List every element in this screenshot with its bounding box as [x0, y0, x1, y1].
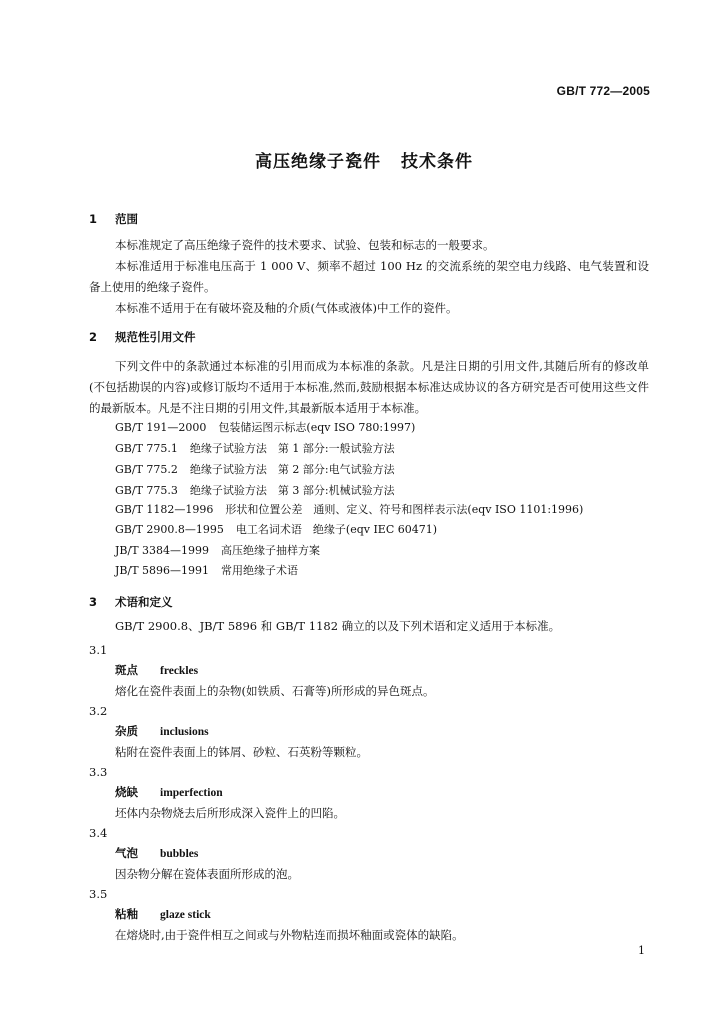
reference-code: JB/T 5896—1991	[115, 564, 210, 577]
page-number: 1	[638, 944, 645, 957]
section-2-heading	[89, 329, 196, 345]
section-1-para-1: 本标准规定了高压绝缘子瓷件的技术要求、试验、包装和标志的一般要求。	[115, 238, 495, 252]
reference-item	[115, 482, 395, 498]
term-number: 3.4	[89, 826, 108, 840]
term-zh: 气泡	[115, 846, 138, 860]
reference-item	[115, 440, 395, 456]
term-zh: 斑点	[115, 663, 138, 677]
reference-title: 绝缘子试验方法 第 1 部分:一般试验方法	[189, 442, 395, 455]
reference-code: JB/T 3384—1999	[115, 544, 210, 557]
term-en: freckles	[160, 665, 199, 677]
reference-code: GB/T 775.2	[115, 463, 178, 476]
title-sub: 技术条件	[401, 152, 473, 172]
section-1-para-3: 本标准不适用于在有破坏瓷及釉的介质(气体或液体)中工作的瓷件。	[115, 301, 458, 315]
reference-item	[115, 521, 437, 537]
reference-item	[115, 501, 583, 517]
page-title	[0, 147, 728, 172]
term-definition: 在熔烧时,由于瓷件相互之间或与外物粘连而损坏釉面或瓷体的缺陷。	[115, 928, 464, 942]
reference-item	[115, 562, 298, 578]
term-definition: 坯体内杂物烧去后所形成深入瓷件上的凹陷。	[115, 806, 345, 820]
reference-item	[115, 461, 395, 477]
section-number: 3	[89, 595, 98, 609]
section-title: 术语和定义	[115, 595, 173, 609]
term-number: 3.5	[89, 887, 108, 901]
section-title: 范围	[115, 212, 138, 226]
reference-title: 绝缘子试验方法 第 3 部分:机械试验方法	[189, 484, 395, 497]
reference-title: 常用绝缘子术语	[221, 564, 299, 577]
term-en: inclusions	[160, 726, 209, 738]
term-en: bubbles	[160, 848, 199, 860]
section-2-intro: 下列文件中的条款通过本标准的引用而成为本标准的条款。凡是注日期的引用文件,其随后所有的修改单(不包括勘误的内容)或修订版均不适用于本标准,然而,鼓励根据本标准达成协议的各方研究是否可使用这些文件的最新版本。凡是不注日期的引用文件,其最新版本适用于本标准。	[89, 359, 649, 415]
title-main: 高压绝缘子瓷件	[255, 152, 381, 172]
term-number: 3.1	[89, 643, 108, 657]
term-heading	[115, 845, 198, 861]
section-1-heading	[89, 211, 138, 227]
term-zh: 烧缺	[115, 785, 138, 799]
reference-title: 电工名词术语 绝缘子(eqv IEC 60471)	[235, 523, 438, 536]
reference-title: 形状和位置公差 通则、定义、符号和图样表示法(eqv ISO 1101:1996)	[225, 503, 584, 516]
reference-code: GB/T 775.3	[115, 484, 178, 497]
section-3-intro: GB/T 2900.8、JB/T 5896 和 GB/T 1182 确立的以及下列术语和定义适用于本标准。	[115, 619, 561, 633]
reference-title: 高压绝缘子抽样方案	[221, 544, 321, 557]
reference-item	[115, 419, 415, 435]
reference-title: 绝缘子试验方法 第 2 部分:电气试验方法	[189, 463, 395, 476]
reference-code: GB/T 1182—1996	[115, 503, 214, 516]
reference-code: GB/T 775.1	[115, 442, 178, 455]
standard-code: GB/T 772—2005	[556, 84, 650, 98]
section-3-heading	[89, 594, 173, 610]
term-heading	[115, 662, 198, 678]
term-en: imperfection	[160, 787, 223, 799]
term-number: 3.2	[89, 704, 108, 718]
section-number: 1	[89, 212, 98, 226]
term-definition: 因杂物分解在瓷体表面所形成的泡。	[115, 867, 299, 881]
term-heading	[115, 906, 211, 922]
term-heading	[115, 784, 223, 800]
term-zh: 粘釉	[115, 907, 138, 921]
reference-code: GB/T 2900.8—1995	[115, 523, 224, 536]
term-en: glaze stick	[160, 909, 211, 921]
section-1-para-2: 本标准适用于标准电压高于 1 000 V、频率不超过 100 Hz 的交流系统的架空电力线路、电气装置和设备上使用的绝缘子瓷件。	[89, 259, 649, 294]
reference-code: GB/T 191—2000	[115, 421, 207, 434]
term-definition: 粘附在瓷件表面上的钵屑、砂粒、石英粉等颗粒。	[115, 745, 368, 759]
reference-item	[115, 542, 320, 558]
term-definition: 熔化在瓷件表面上的杂物(如铁质、石膏等)所形成的异色斑点。	[115, 684, 435, 698]
term-zh: 杂质	[115, 724, 138, 738]
section-title: 规范性引用文件	[115, 330, 196, 344]
term-number: 3.3	[89, 765, 108, 779]
section-number: 2	[89, 330, 98, 344]
reference-title: 包装储运图示标志(eqv ISO 780:1997)	[218, 421, 416, 434]
term-heading	[115, 723, 209, 739]
